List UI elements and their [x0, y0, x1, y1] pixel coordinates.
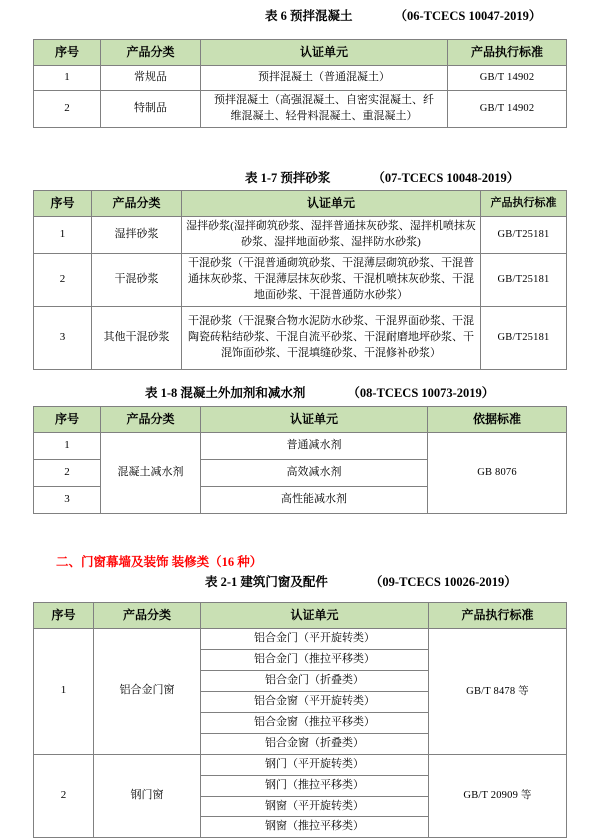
cell-category: 特制品: [101, 91, 201, 128]
cell-standard-merged: GB 8076: [428, 433, 567, 514]
col-header-category: 产品分类: [92, 191, 182, 217]
cell-standard: GB/T25181: [481, 253, 567, 306]
cell-category: 常规品: [101, 66, 201, 91]
cell-no: 2: [34, 754, 94, 838]
table-1-7: [33, 190, 567, 370]
cell-unit: 干混砂浆（干混普通砌筑砂浆、干混薄层砌筑砂浆、干混普通抹灰砂浆、干混薄层抹灰砂浆、干混机喷抹灰砂浆、干混地面砂浆、干混普通防水砂浆）: [182, 253, 481, 306]
cell-standard: GB/T 20909 等: [429, 754, 567, 838]
cell-unit: 高效减水剂: [201, 460, 428, 487]
table-header-row: [34, 603, 567, 629]
table-2-1-title: 表 2-1 建筑门窗及配件: [205, 575, 328, 589]
table-row: [34, 253, 567, 306]
table-row: [34, 306, 567, 369]
cell-no: 1: [34, 629, 94, 755]
section-heading-text: 二、门窗幕墙及装饰 装修类（16 种）: [56, 555, 263, 569]
table-row: [34, 754, 567, 775]
table-header-row: [34, 40, 567, 66]
cell-unit: 铝合金门（折叠类）: [201, 670, 429, 691]
cell-category: 干混砂浆: [92, 253, 182, 306]
table-header-row: [34, 407, 567, 433]
cell-unit: 预拌混凝土（普通混凝土）: [201, 66, 448, 91]
table-6-title: 表 6 预拌混凝土: [265, 9, 353, 23]
table-1-8: [33, 406, 567, 514]
table-1-7-title-line: [245, 172, 519, 186]
col-header-unit: 认证单元: [201, 407, 428, 433]
col-header-no: 序号: [34, 191, 92, 217]
col-header-no: 序号: [34, 603, 94, 629]
col-header-standard: 依据标准: [428, 407, 567, 433]
cell-no: 2: [34, 460, 101, 487]
cell-unit: 钢门（推拉平移类）: [201, 775, 429, 796]
cell-category: 其他干混砂浆: [92, 306, 182, 369]
cell-no: 1: [34, 433, 101, 460]
cell-standard: GB/T25181: [481, 217, 567, 254]
cell-no: 1: [34, 66, 101, 91]
cell-unit: 钢窗（推拉平移类）: [201, 817, 429, 838]
col-header-unit: 认证单元: [201, 603, 429, 629]
cell-standard: GB/T 14902: [448, 66, 567, 91]
table-6: [33, 39, 567, 128]
cell-standard: GB/T25181: [481, 306, 567, 369]
table-row: [34, 91, 567, 128]
col-header-unit: 认证单元: [201, 40, 448, 66]
cell-category: 湿拌砂浆: [92, 217, 182, 254]
cell-category-merged: 混凝土减水剂: [101, 433, 201, 514]
table-1-7-title: 表 1-7 预拌砂浆: [245, 171, 331, 185]
table-6-title-line: [265, 10, 541, 24]
col-header-standard: 产品执行标准: [429, 603, 567, 629]
cell-no: 2: [34, 91, 101, 128]
cell-standard: GB/T 8478 等: [429, 629, 567, 755]
table-row: [34, 629, 567, 650]
col-header-no: 序号: [34, 407, 101, 433]
cell-unit: 铝合金窗（折叠类）: [201, 733, 429, 754]
cell-unit: 钢门（平开旋转类）: [201, 754, 429, 775]
cell-no: 3: [34, 487, 101, 514]
table-2-1: [33, 602, 567, 838]
section-heading: [56, 552, 262, 570]
table-1-8-title: 表 1-8 混凝土外加剂和减水剂: [145, 386, 306, 400]
col-header-category: 产品分类: [94, 603, 201, 629]
table-header-row: [34, 191, 567, 217]
table-2-1-code: （09-TCECS 10026-2019）: [369, 575, 517, 589]
cell-unit: 铝合金门（推拉平移类）: [201, 649, 429, 670]
table-1-8-code: （08-TCECS 10073-2019）: [347, 386, 495, 400]
cell-unit: 预拌混凝土（高强混凝土、自密实混凝土、纤维混凝土、轻骨料混凝土、重混凝土）: [201, 91, 448, 128]
cell-unit: 高性能减水剂: [201, 487, 428, 514]
cell-unit: 铝合金窗（平开旋转类）: [201, 691, 429, 712]
cell-category: 钢门窗: [94, 754, 201, 838]
cell-standard: GB/T 14902: [448, 91, 567, 128]
table-2-1-title-line: [205, 576, 517, 590]
col-header-category: 产品分类: [101, 40, 201, 66]
cell-unit: 铝合金门（平开旋转类）: [201, 629, 429, 650]
cell-unit: 钢窗（平开旋转类）: [201, 796, 429, 817]
table-row: [34, 66, 567, 91]
cell-unit: 普通减水剂: [201, 433, 428, 460]
cell-unit: 铝合金窗（推拉平移类）: [201, 712, 429, 733]
cell-unit: 干混砂浆（干混聚合物水泥防水砂浆、干混界面砂浆、干混陶瓷砖粘结砂浆、干混自流平砂浆、干混耐磨地坪砂浆、干混饰面砂浆、干混填缝砂浆、干混修补砂浆）: [182, 306, 481, 369]
col-header-standard: 产品执行标准: [481, 191, 567, 217]
cell-category: 铝合金门窗: [94, 629, 201, 755]
table-1-7-code: （07-TCECS 10048-2019）: [372, 171, 520, 185]
col-header-unit: 认证单元: [182, 191, 481, 217]
cell-no: 2: [34, 253, 92, 306]
col-header-category: 产品分类: [101, 407, 201, 433]
cell-no: 3: [34, 306, 92, 369]
table-row: [34, 217, 567, 254]
table-6-code: （06-TCECS 10047-2019）: [394, 9, 542, 23]
cell-unit: 湿拌砂浆(湿拌砌筑砂浆、湿拌普通抹灰砂浆、湿拌机喷抹灰砂浆、湿拌地面砂浆、湿拌防水砂浆): [182, 217, 481, 254]
table-row: [34, 433, 567, 460]
col-header-standard: 产品执行标准: [448, 40, 567, 66]
cell-no: 1: [34, 217, 92, 254]
col-header-no: 序号: [34, 40, 101, 66]
table-1-8-title-line: [145, 387, 494, 401]
